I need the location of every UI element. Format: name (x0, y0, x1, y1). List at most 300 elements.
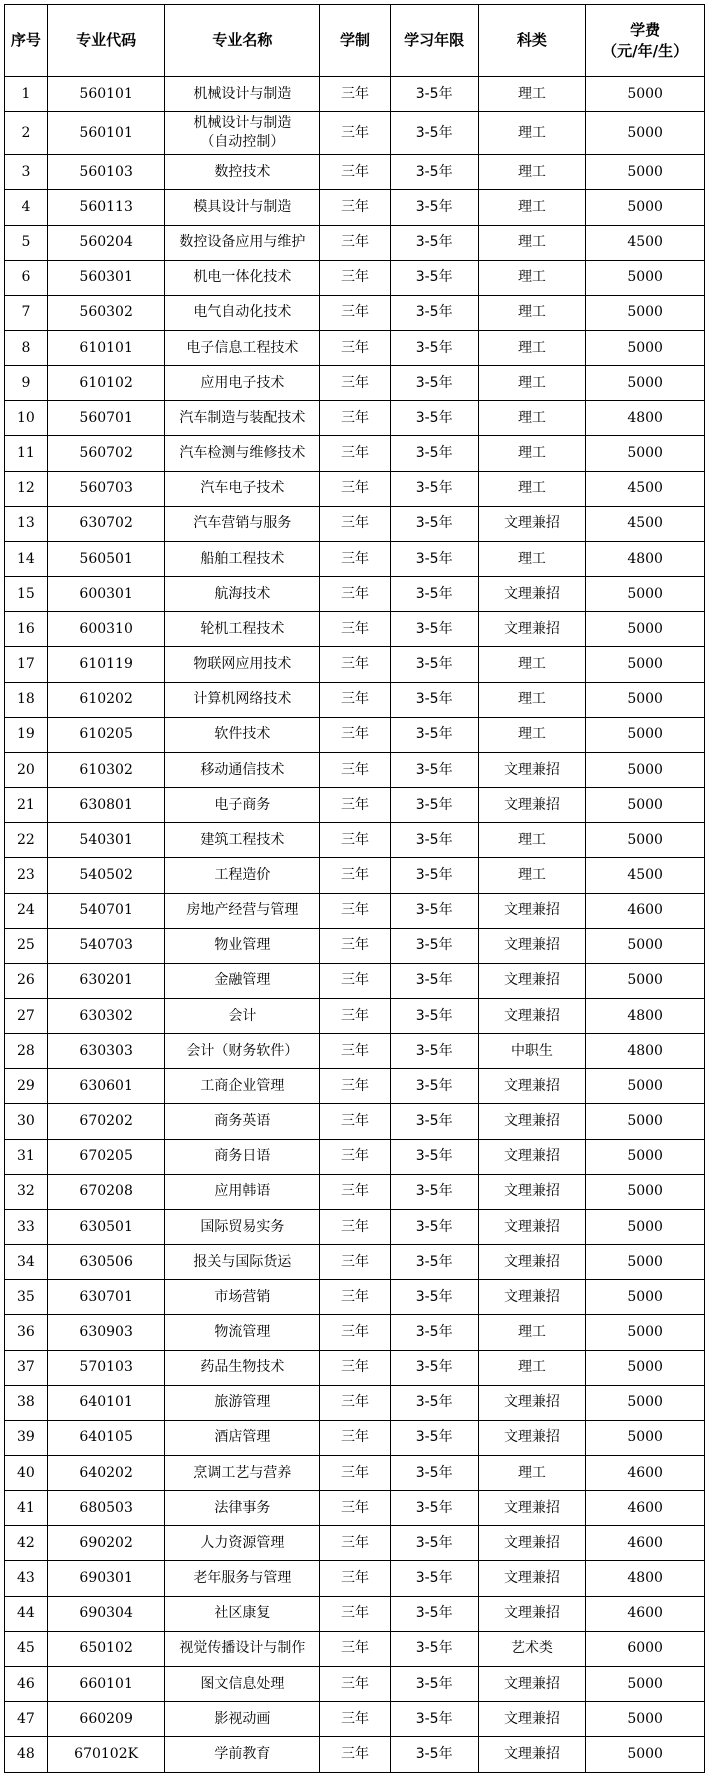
cell-index: 16 (5, 612, 48, 647)
cell-fee: 5000 (586, 1104, 705, 1139)
cell-code: 610119 (47, 647, 165, 682)
cell-duration: 三年 (320, 963, 390, 998)
cell-code: 640202 (47, 1456, 165, 1491)
cell-category: 理工 (478, 155, 586, 190)
cell-duration: 三年 (320, 893, 390, 928)
cell-index: 19 (5, 717, 48, 752)
cell-code: 540502 (47, 858, 165, 893)
cell-index: 25 (5, 928, 48, 963)
cell-fee: 5000 (586, 1666, 705, 1701)
cell-index: 1 (5, 77, 48, 112)
table-row (5, 1104, 705, 1139)
cell-code: 610102 (47, 366, 165, 401)
cell-major-name: 法律事务 (165, 1491, 320, 1526)
cell-duration: 三年 (320, 998, 390, 1033)
cell-category: 理工 (478, 436, 586, 471)
cell-index: 26 (5, 963, 48, 998)
cell-fee: 5000 (586, 682, 705, 717)
table-row (5, 1526, 705, 1561)
cell-category: 理工 (478, 717, 586, 752)
cell-study-years: 3-5年 (390, 1385, 478, 1420)
cell-major-name: 烹调工艺与营养 (165, 1456, 320, 1491)
cell-index: 13 (5, 506, 48, 541)
cell-major-name: 模具设计与制造 (165, 190, 320, 225)
cell-index: 31 (5, 1139, 48, 1174)
cell-major-name: 国际贸易实务 (165, 1209, 320, 1244)
cell-code: 600310 (47, 612, 165, 647)
cell-study-years: 3-5年 (390, 1561, 478, 1596)
cell-category: 文理兼招 (478, 1420, 586, 1455)
cell-duration: 三年 (320, 1385, 390, 1420)
cell-index: 32 (5, 1174, 48, 1209)
cell-category: 理工 (478, 77, 586, 112)
cell-code: 560101 (47, 77, 165, 112)
cell-code: 670102K (47, 1737, 165, 1773)
table-row (5, 858, 705, 893)
cell-major-name: 汽车营销与服务 (165, 506, 320, 541)
cell-code: 640105 (47, 1420, 165, 1455)
cell-code: 600301 (47, 577, 165, 612)
cell-duration: 三年 (320, 1491, 390, 1526)
cell-index: 41 (5, 1491, 48, 1526)
cell-fee: 4600 (586, 1491, 705, 1526)
cell-index: 23 (5, 858, 48, 893)
cell-category: 文理兼招 (478, 788, 586, 823)
cell-code: 560302 (47, 295, 165, 330)
cell-major-name: 报关与国际货运 (165, 1245, 320, 1280)
cell-duration: 三年 (320, 1456, 390, 1491)
cell-code: 670202 (47, 1104, 165, 1139)
cell-index: 33 (5, 1209, 48, 1244)
cell-major-name: 金融管理 (165, 963, 320, 998)
cell-duration: 三年 (320, 1034, 390, 1069)
table-row (5, 1034, 705, 1069)
cell-category: 理工 (478, 471, 586, 506)
cell-code: 680503 (47, 1491, 165, 1526)
table-row (5, 1209, 705, 1244)
table-row (5, 1315, 705, 1350)
cell-study-years: 3-5年 (390, 77, 478, 112)
cell-study-years: 3-5年 (390, 1350, 478, 1385)
header-fee-line1: 学费 (630, 21, 661, 40)
table-row (5, 366, 705, 401)
cell-major-name: 汽车检测与维修技术 (165, 436, 320, 471)
cell-code: 690304 (47, 1596, 165, 1631)
cell-study-years: 3-5年 (390, 1702, 478, 1737)
cell-study-years: 3-5年 (390, 823, 478, 858)
cell-duration: 三年 (320, 1702, 390, 1737)
cell-study-years: 3-5年 (390, 1596, 478, 1631)
cell-major-name: 旅游管理 (165, 1385, 320, 1420)
cell-category: 理工 (478, 295, 586, 330)
cell-index: 45 (5, 1631, 48, 1666)
table-row (5, 1350, 705, 1385)
cell-code: 560301 (47, 260, 165, 295)
cell-duration: 三年 (320, 1420, 390, 1455)
cell-code: 630201 (47, 963, 165, 998)
header-row (5, 5, 705, 77)
cell-study-years: 3-5年 (390, 1631, 478, 1666)
table-row (5, 1631, 705, 1666)
cell-code: 630903 (47, 1315, 165, 1350)
cell-study-years: 3-5年 (390, 682, 478, 717)
cell-code: 640101 (47, 1385, 165, 1420)
cell-fee: 4800 (586, 541, 705, 576)
cell-major-name (165, 112, 320, 155)
cell-study-years: 3-5年 (390, 1069, 478, 1104)
cell-index: 7 (5, 295, 48, 330)
cell-study-years: 3-5年 (390, 112, 478, 155)
cell-study-years: 3-5年 (390, 506, 478, 541)
cell-category: 文理兼招 (478, 752, 586, 787)
cell-fee: 5000 (586, 788, 705, 823)
cell-study-years: 3-5年 (390, 366, 478, 401)
cell-fee: 5000 (586, 823, 705, 858)
cell-major-name: 数控设备应用与维护 (165, 225, 320, 260)
cell-major-name: 会计（财务软件） (165, 1034, 320, 1069)
cell-study-years: 3-5年 (390, 436, 478, 471)
cell-category: 理工 (478, 260, 586, 295)
header-duration: 学制 (320, 5, 390, 77)
cell-index: 17 (5, 647, 48, 682)
cell-duration: 三年 (320, 1245, 390, 1280)
cell-index: 2 (5, 112, 48, 155)
cell-duration: 三年 (320, 366, 390, 401)
cell-study-years: 3-5年 (390, 612, 478, 647)
cell-major-name: 机电一体化技术 (165, 260, 320, 295)
table-row (5, 1456, 705, 1491)
cell-code: 560103 (47, 155, 165, 190)
cell-fee: 4800 (586, 401, 705, 436)
cell-index: 22 (5, 823, 48, 858)
cell-duration: 三年 (320, 928, 390, 963)
cell-code: 540301 (47, 823, 165, 858)
cell-category: 文理兼招 (478, 998, 586, 1033)
cell-duration: 三年 (320, 77, 390, 112)
cell-major-name: 老年服务与管理 (165, 1561, 320, 1596)
cell-duration: 三年 (320, 436, 390, 471)
cell-fee: 5000 (586, 1385, 705, 1420)
cell-category: 理工 (478, 366, 586, 401)
cell-duration: 三年 (320, 577, 390, 612)
cell-study-years: 3-5年 (390, 788, 478, 823)
cell-fee: 4500 (586, 506, 705, 541)
cell-code: 670208 (47, 1174, 165, 1209)
cell-category: 文理兼招 (478, 1104, 586, 1139)
cell-duration: 三年 (320, 858, 390, 893)
header-fee-line2: （元/年/生） (602, 41, 689, 60)
table-row (5, 647, 705, 682)
cell-major-name: 电子信息工程技术 (165, 331, 320, 366)
cell-category: 理工 (478, 823, 586, 858)
cell-code: 670205 (47, 1139, 165, 1174)
cell-duration: 三年 (320, 1350, 390, 1385)
cell-major-name: 计算机网络技术 (165, 682, 320, 717)
cell-category: 文理兼招 (478, 1069, 586, 1104)
header-study-years: 学习年限 (390, 5, 478, 77)
cell-code: 660101 (47, 1666, 165, 1701)
cell-major-name: 药品生物技术 (165, 1350, 320, 1385)
cell-category: 文理兼招 (478, 963, 586, 998)
cell-duration: 三年 (320, 717, 390, 752)
table-row (5, 717, 705, 752)
cell-major-name: 物联网应用技术 (165, 647, 320, 682)
table-row (5, 1245, 705, 1280)
cell-index: 12 (5, 471, 48, 506)
cell-code: 560703 (47, 471, 165, 506)
cell-major-name: 移动通信技术 (165, 752, 320, 787)
cell-major-name: 物流管理 (165, 1315, 320, 1350)
cell-study-years: 3-5年 (390, 893, 478, 928)
cell-category: 文理兼招 (478, 1280, 586, 1315)
cell-study-years: 3-5年 (390, 717, 478, 752)
cell-fee: 5000 (586, 77, 705, 112)
cell-study-years: 3-5年 (390, 752, 478, 787)
cell-study-years: 3-5年 (390, 1526, 478, 1561)
cell-study-years: 3-5年 (390, 998, 478, 1033)
cell-duration: 三年 (320, 1209, 390, 1244)
cell-code: 540703 (47, 928, 165, 963)
cell-major-name: 图文信息处理 (165, 1666, 320, 1701)
cell-index: 27 (5, 998, 48, 1033)
cell-code: 630601 (47, 1069, 165, 1104)
cell-major-name: 房地产经营与管理 (165, 893, 320, 928)
cell-duration: 三年 (320, 788, 390, 823)
table-row (5, 928, 705, 963)
cell-category: 文理兼招 (478, 1666, 586, 1701)
cell-category: 理工 (478, 190, 586, 225)
cell-major-name: 学前教育 (165, 1737, 320, 1773)
cell-category: 理工 (478, 1315, 586, 1350)
cell-study-years: 3-5年 (390, 1104, 478, 1139)
cell-study-years: 3-5年 (390, 225, 478, 260)
cell-duration: 三年 (320, 1596, 390, 1631)
cell-major-name: 轮机工程技术 (165, 612, 320, 647)
cell-study-years: 3-5年 (390, 1456, 478, 1491)
cell-code: 630701 (47, 1280, 165, 1315)
cell-index: 42 (5, 1526, 48, 1561)
cell-duration: 三年 (320, 1561, 390, 1596)
cell-fee: 4600 (586, 1526, 705, 1561)
cell-fee: 5000 (586, 260, 705, 295)
cell-fee: 5000 (586, 1420, 705, 1455)
cell-index: 43 (5, 1561, 48, 1596)
cell-major-name: 酒店管理 (165, 1420, 320, 1455)
cell-major-name: 应用韩语 (165, 1174, 320, 1209)
table-row (5, 682, 705, 717)
cell-major-name: 电气自动化技术 (165, 295, 320, 330)
cell-code: 610205 (47, 717, 165, 752)
cell-category: 文理兼招 (478, 1245, 586, 1280)
cell-index: 4 (5, 190, 48, 225)
cell-fee: 4800 (586, 1561, 705, 1596)
cell-category: 文理兼招 (478, 928, 586, 963)
cell-duration: 三年 (320, 401, 390, 436)
cell-index: 28 (5, 1034, 48, 1069)
cell-duration: 三年 (320, 1104, 390, 1139)
table-row (5, 112, 705, 155)
cell-fee: 5000 (586, 1069, 705, 1104)
cell-fee: 5000 (586, 717, 705, 752)
cell-study-years: 3-5年 (390, 471, 478, 506)
cell-study-years: 3-5年 (390, 1245, 478, 1280)
cell-study-years: 3-5年 (390, 260, 478, 295)
cell-category: 文理兼招 (478, 1702, 586, 1737)
cell-fee: 5000 (586, 1737, 705, 1773)
table-row (5, 1666, 705, 1701)
cell-code: 630506 (47, 1245, 165, 1280)
table-row (5, 401, 705, 436)
cell-category: 理工 (478, 331, 586, 366)
cell-study-years: 3-5年 (390, 1139, 478, 1174)
cell-major-name: 建筑工程技术 (165, 823, 320, 858)
table-row (5, 155, 705, 190)
table-row (5, 1069, 705, 1104)
header-fee (586, 5, 705, 77)
cell-code: 610302 (47, 752, 165, 787)
cell-duration: 三年 (320, 1737, 390, 1773)
cell-major-name-line2: （自动控制） (200, 134, 285, 151)
header-index: 序号 (5, 5, 48, 77)
cell-major-name: 汽车制造与装配技术 (165, 401, 320, 436)
cell-category: 文理兼招 (478, 577, 586, 612)
cell-index: 48 (5, 1737, 48, 1773)
cell-fee: 4600 (586, 1596, 705, 1631)
cell-study-years: 3-5年 (390, 1209, 478, 1244)
cell-index: 20 (5, 752, 48, 787)
cell-study-years: 3-5年 (390, 1491, 478, 1526)
cell-duration: 三年 (320, 1526, 390, 1561)
cell-fee: 5000 (586, 612, 705, 647)
cell-study-years: 3-5年 (390, 858, 478, 893)
cell-index: 9 (5, 366, 48, 401)
table-row (5, 1280, 705, 1315)
table-row (5, 788, 705, 823)
cell-category: 文理兼招 (478, 506, 586, 541)
cell-major-name: 影视动画 (165, 1702, 320, 1737)
cell-fee: 4800 (586, 998, 705, 1033)
cell-code: 560701 (47, 401, 165, 436)
table-row (5, 1561, 705, 1596)
cell-duration: 三年 (320, 823, 390, 858)
cell-index: 40 (5, 1456, 48, 1491)
cell-index: 34 (5, 1245, 48, 1280)
cell-duration: 三年 (320, 295, 390, 330)
header-code: 专业代码 (47, 5, 165, 77)
cell-index: 6 (5, 260, 48, 295)
cell-major-name: 社区康复 (165, 1596, 320, 1631)
cell-study-years: 3-5年 (390, 647, 478, 682)
cell-major-name: 汽车电子技术 (165, 471, 320, 506)
cell-index: 15 (5, 577, 48, 612)
cell-duration: 三年 (320, 506, 390, 541)
cell-code: 690202 (47, 1526, 165, 1561)
cell-code: 650102 (47, 1631, 165, 1666)
table-row (5, 541, 705, 576)
cell-index: 46 (5, 1666, 48, 1701)
header-name: 专业名称 (165, 5, 320, 77)
cell-category: 文理兼招 (478, 1139, 586, 1174)
cell-fee: 5000 (586, 436, 705, 471)
cell-category: 文理兼招 (478, 1596, 586, 1631)
table-row (5, 1491, 705, 1526)
cell-index: 35 (5, 1280, 48, 1315)
cell-duration: 三年 (320, 1069, 390, 1104)
cell-duration: 三年 (320, 112, 390, 155)
cell-major-name: 工商企业管理 (165, 1069, 320, 1104)
cell-code: 630501 (47, 1209, 165, 1244)
cell-duration: 三年 (320, 1666, 390, 1701)
cell-major-name: 工程造价 (165, 858, 320, 893)
table-row (5, 612, 705, 647)
cell-major-name: 市场营销 (165, 1280, 320, 1315)
cell-category: 文理兼招 (478, 1561, 586, 1596)
cell-fee: 5000 (586, 1174, 705, 1209)
cell-code: 630801 (47, 788, 165, 823)
table-body (5, 77, 705, 1773)
cell-duration: 三年 (320, 647, 390, 682)
cell-code: 630303 (47, 1034, 165, 1069)
cell-major-name: 视觉传播设计与制作 (165, 1631, 320, 1666)
cell-major-name: 商务英语 (165, 1104, 320, 1139)
cell-index: 44 (5, 1596, 48, 1631)
cell-major-name: 软件技术 (165, 717, 320, 752)
cell-index: 29 (5, 1069, 48, 1104)
cell-code: 560113 (47, 190, 165, 225)
table-row (5, 963, 705, 998)
cell-duration: 三年 (320, 260, 390, 295)
cell-major-name: 物业管理 (165, 928, 320, 963)
cell-duration: 三年 (320, 1139, 390, 1174)
cell-category: 文理兼招 (478, 893, 586, 928)
cell-code: 560204 (47, 225, 165, 260)
cell-duration: 三年 (320, 471, 390, 506)
cell-category: 理工 (478, 112, 586, 155)
table-row (5, 1385, 705, 1420)
table-row (5, 1139, 705, 1174)
cell-major-name: 机械设计与制造 (165, 77, 320, 112)
cell-index: 37 (5, 1350, 48, 1385)
cell-category: 理工 (478, 858, 586, 893)
table-row (5, 260, 705, 295)
majors-table (4, 4, 705, 1773)
cell-index: 47 (5, 1702, 48, 1737)
cell-category: 文理兼招 (478, 1174, 586, 1209)
cell-major-name: 电子商务 (165, 788, 320, 823)
cell-category: 中职生 (478, 1034, 586, 1069)
cell-fee: 5000 (586, 1280, 705, 1315)
cell-duration: 三年 (320, 155, 390, 190)
cell-code: 610202 (47, 682, 165, 717)
cell-major-name: 人力资源管理 (165, 1526, 320, 1561)
table-row (5, 752, 705, 787)
cell-duration: 三年 (320, 331, 390, 366)
cell-category: 文理兼招 (478, 1491, 586, 1526)
cell-study-years: 3-5年 (390, 401, 478, 436)
cell-duration: 三年 (320, 190, 390, 225)
cell-major-name: 会计 (165, 998, 320, 1033)
cell-index: 38 (5, 1385, 48, 1420)
cell-category: 文理兼招 (478, 1737, 586, 1773)
cell-fee: 5000 (586, 1350, 705, 1385)
cell-major-name: 航海技术 (165, 577, 320, 612)
table-row (5, 893, 705, 928)
cell-category: 理工 (478, 682, 586, 717)
cell-study-years: 3-5年 (390, 577, 478, 612)
table-row (5, 577, 705, 612)
cell-fee: 4800 (586, 1034, 705, 1069)
cell-major-name: 应用电子技术 (165, 366, 320, 401)
